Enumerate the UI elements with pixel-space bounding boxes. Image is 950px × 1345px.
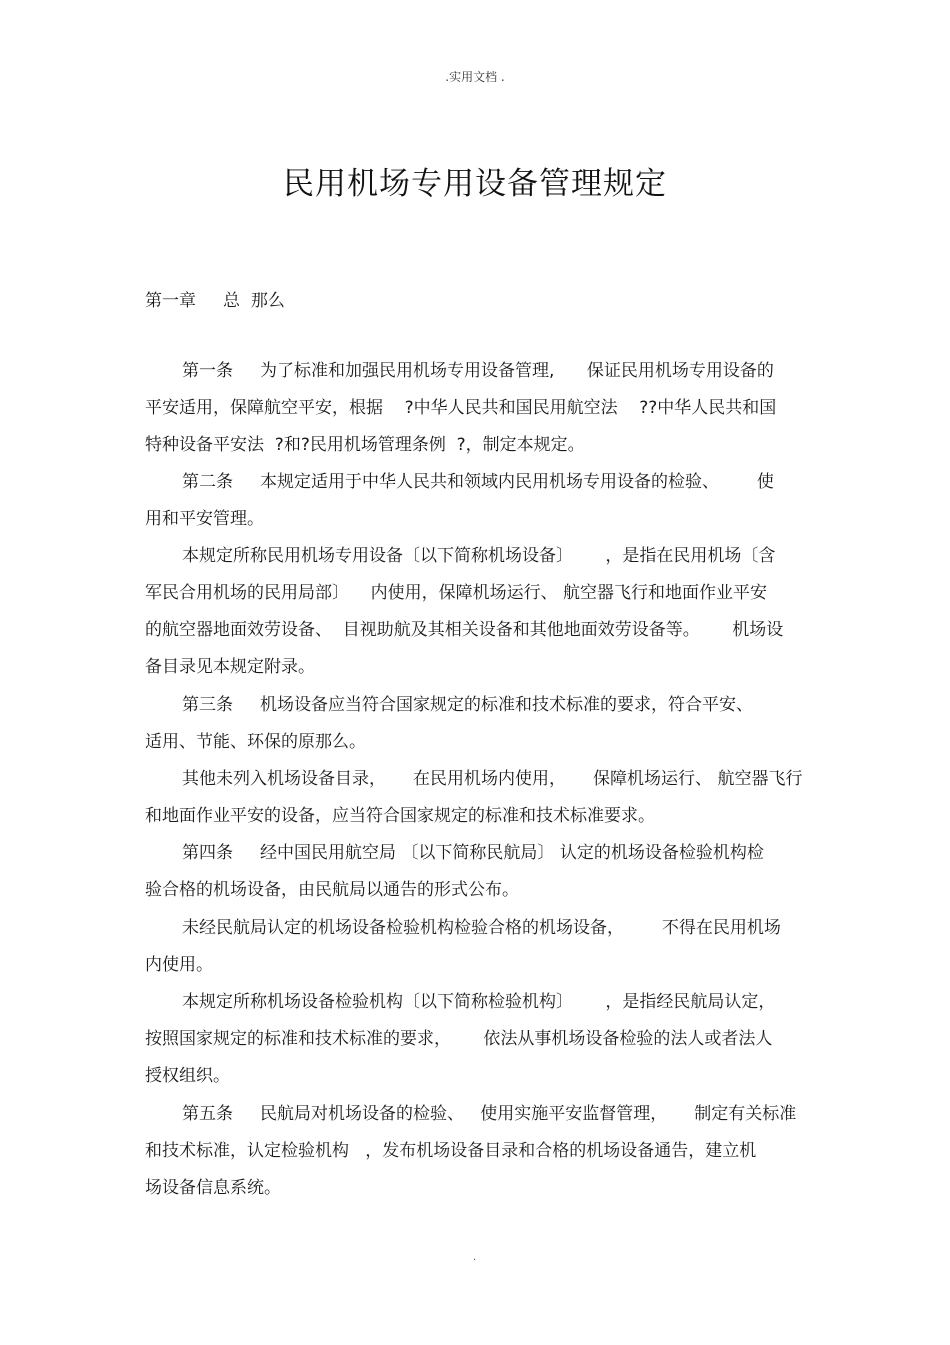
paragraph-line: 的航空器地面效劳设备、 目视助航及其相关设备和其他地面效劳设备等。 机场设 — [145, 620, 784, 640]
paragraph-line: 第一条 为了标准和加强民用机场专用设备管理, 保证民用机场专用设备的 — [182, 361, 774, 381]
paragraph-line: 授权组织。 — [145, 1066, 230, 1086]
paragraph-line: 本规定所称民用机场专用设备〔以下简称机场设备〕 ，是指在民用机场〔含 — [182, 546, 776, 566]
paragraph-line: 军民合用机场的民用局部〕 内使用，保障机场运行、 航空器飞行和地面作业平安 — [145, 583, 768, 603]
document-title: 民用机场专用设备管理规定 — [283, 166, 667, 202]
paragraph-line: 第三条 机场设备应当符合国家规定的标准和技术标准的要求，符合平安、 — [182, 695, 754, 715]
paragraph-line: 平安适用，保障航空平安，根据 ?中华人民共和国民用航空法 ??中华人民共和国 — [145, 398, 777, 418]
paragraph-line: 场设备信息系统。 — [145, 1178, 281, 1198]
paragraph-line: 第二条 本规定适用于中华人民共和领域内民用机场专用设备的检验、 使 — [182, 472, 774, 492]
paragraph-line: 用和平安管理。 — [145, 509, 264, 529]
paragraph-line: 适用、节能、环保的原那么。 — [145, 732, 366, 752]
paragraph-line: 未经民航局认定的机场设备检验机构检验合格的机场设备， 不得在民用机场 — [182, 918, 781, 938]
paragraph-line: 和地面作业平安的设备，应当符合国家规定的标准和技术标准要求。 — [145, 806, 655, 826]
paragraph-line: 验合格的机场设备，由民航局以通告的形式公布。 — [145, 880, 519, 900]
paragraph-line: 第四条 经中国民用航空局 〔以下简称民航局〕 认定的机场设备检验机构检 — [182, 843, 764, 863]
page-header: .实用文档 . — [445, 70, 505, 84]
paragraph-line: 备目录见本规定附录。 — [145, 657, 315, 677]
paragraph-line: 特种设备平安法 ?和?民用机场管理条例 ?，制定本规定。 — [145, 435, 585, 455]
paragraph-line: 本规定所称机场设备检验机构〔以下简称检验机构〕 ，是指经民航局认定， — [182, 992, 776, 1012]
paragraph-line: 其他未列入机场设备目录， 在民用机场内使用， 保障机场运行、 航空器飞行 — [182, 769, 803, 789]
chapter-heading: 第一章 总 那么 — [145, 291, 285, 311]
paragraph-line: 按照国家规定的标准和技术标准的要求， 依法从事机场设备检验的法人或者法人 — [145, 1029, 773, 1049]
paragraph-line: 和技术标准，认定检验机构 ，发布机场设备目录和合格的机场设备通告，建立机 — [145, 1141, 757, 1161]
paragraph-line: 第五条 民航局对机场设备的检验、 使用实施平安监督管理， 制定有关标准 — [182, 1104, 797, 1124]
paragraph-line: 内使用。 — [145, 955, 213, 975]
page-footer: . — [473, 1252, 477, 1263]
